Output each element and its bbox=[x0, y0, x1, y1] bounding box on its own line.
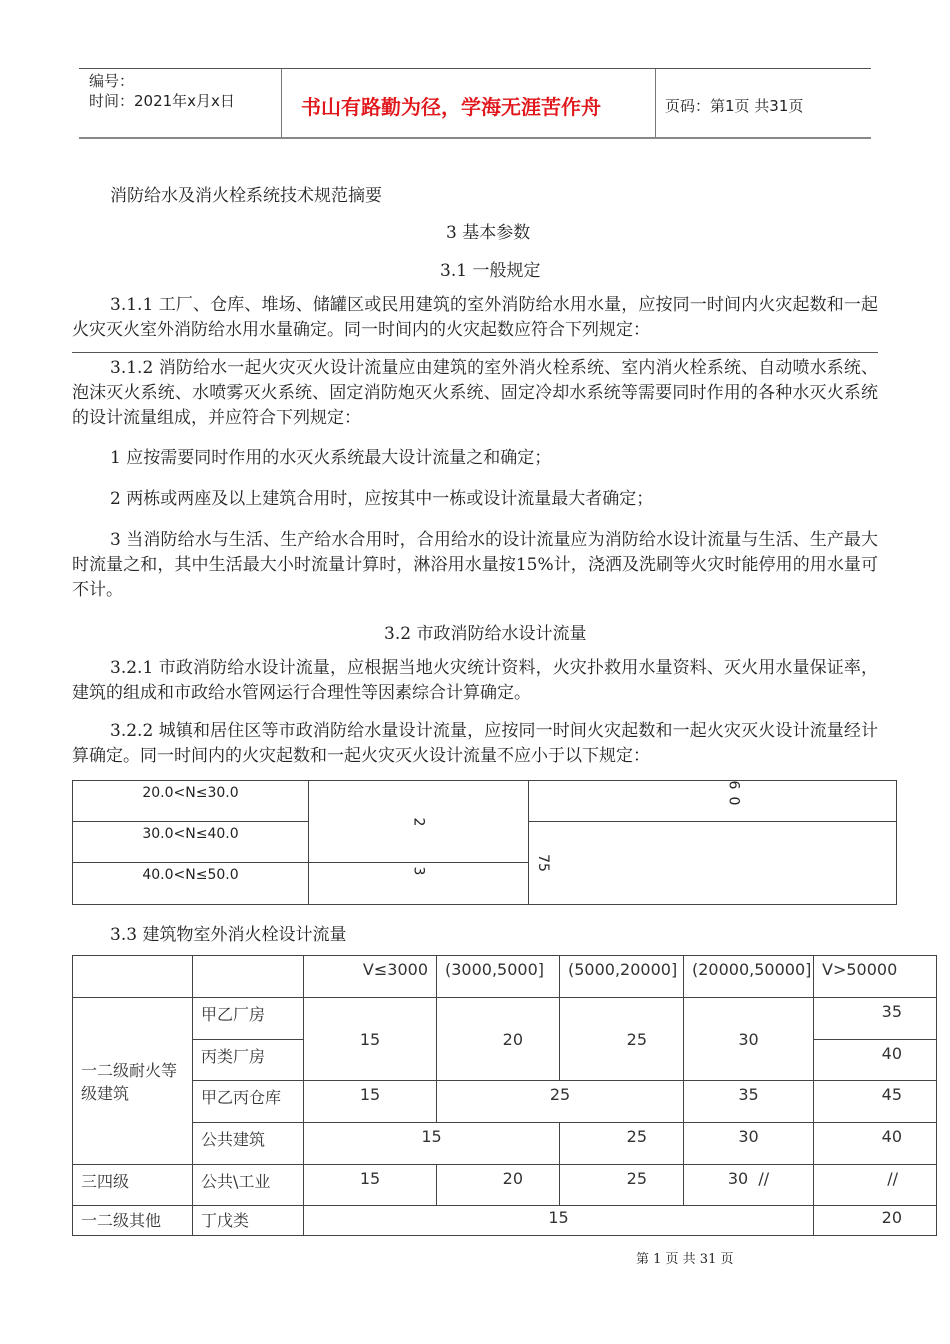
table-cell: 30 bbox=[684, 998, 814, 1081]
paragraph: 3.2.2 城镇和居住区等市政消防给水量设计流量，应按同一时间火灾起数和一起火灾灭火设计流量经计算确定。同一时间内的火灾起数和一起火灾灭火设计流量不应小于以下规定： bbox=[72, 721, 878, 766]
table-cell: 15 bbox=[304, 1123, 560, 1165]
row-group-label: 一二级其他 bbox=[73, 1206, 193, 1236]
column-header: V≤3000 bbox=[304, 956, 437, 998]
table-cell: 15 bbox=[304, 998, 437, 1081]
table-cell: 30 bbox=[684, 1123, 814, 1165]
table-cell: 15 bbox=[304, 1165, 437, 1206]
table-cell: 45 bbox=[814, 1081, 937, 1123]
page-header bbox=[79, 68, 871, 139]
fire-count-table bbox=[72, 780, 897, 905]
table-cell: 75 bbox=[534, 854, 551, 872]
paragraph: 3.1.1 工厂、仓库、堆场、储罐区或民用建筑的室外消防给水用水量，应按同一时间内火灾起数和一起火灾灭火室外消防给水用水量确定。同一时间内的火灾起数应符合下列规定： bbox=[72, 295, 878, 340]
divider bbox=[655, 69, 656, 137]
row-label: 丙类厂房 bbox=[193, 1040, 304, 1081]
divider bbox=[72, 352, 878, 353]
table-cell: 40 bbox=[814, 1040, 937, 1081]
paragraph: 3.1.2 消防给水一起火灾灭火设计流量应由建筑的室外消火栓系统、室内消火栓系统、自动喷水系统、泡沫灭火系统、水喷雾灭火系统、固定消防炮灭火系统、固定冷却水系统等需要同时作用的各种水灭火系统的设计流量组成，并应符合下列规定： bbox=[72, 358, 878, 428]
doc-title: 消防给水及消火栓系统技术规范摘要 bbox=[110, 186, 382, 206]
table-cell: 30.0<N≤40.0 bbox=[73, 822, 309, 863]
column-header: (20000,50000] bbox=[684, 956, 814, 998]
table-cell: 25 bbox=[437, 1081, 684, 1123]
table-cell: 15 bbox=[304, 1206, 814, 1236]
column-header: (3000,5000] bbox=[437, 956, 560, 998]
hydrant-flow-table bbox=[72, 955, 937, 1236]
table-cell: 25 bbox=[560, 1165, 684, 1206]
page-label: 页码：第1页 共31页 bbox=[665, 97, 804, 115]
motto: 书山有路勤为径，学海无涯苦作舟 bbox=[301, 95, 601, 119]
table-cell: 6 bbox=[725, 780, 742, 790]
header-meta bbox=[89, 71, 235, 111]
page-footer: 第 1 页 共 31 页 bbox=[636, 1252, 734, 1267]
row-label: 丁戊类 bbox=[193, 1206, 304, 1236]
row-group-label: 三四级 bbox=[73, 1165, 193, 1206]
table-cell: 15 bbox=[304, 1081, 437, 1123]
section-heading: 3.3 建筑物室外消火栓设计流量 bbox=[110, 925, 347, 945]
list-item: 1 应按需要同时作用的水灭火系统最大设计流量之和确定； bbox=[110, 448, 552, 468]
table-cell: 20 bbox=[437, 998, 560, 1081]
row-label: 公共\工业 bbox=[193, 1165, 304, 1206]
section-heading: 3.2 市政消防给水设计流量 bbox=[384, 624, 587, 644]
column-header: V>50000 bbox=[814, 956, 937, 998]
table-cell: 2 bbox=[410, 817, 427, 826]
column-header: (5000,20000] bbox=[560, 956, 684, 998]
table-cell: 0 bbox=[725, 796, 742, 806]
table-cell: 25 bbox=[560, 1123, 684, 1165]
table-cell: 25 bbox=[560, 998, 684, 1081]
table-cell: 20.0<N≤30.0 bbox=[73, 781, 309, 822]
section-heading: 3 基本参数 bbox=[446, 223, 531, 243]
table-cell: 35 bbox=[684, 1081, 814, 1123]
row-label: 甲乙厂房 bbox=[193, 998, 304, 1040]
section-heading: 3.1 一般规定 bbox=[440, 261, 541, 281]
row-label: 甲乙丙仓库 bbox=[193, 1081, 304, 1123]
table-cell: 3 bbox=[410, 866, 427, 876]
list-item: 3 当消防给水与生活、生产给水合用时，合用给水的设计流量应为消防给水设计流量与生活、生产最大时流量之和，其中生活最大小时流量计算时，淋浴用水量按15%计，浇洒及洗刷等火灾时能停用的用水量可不计。 bbox=[72, 530, 878, 600]
table-cell: 20 bbox=[437, 1165, 560, 1206]
list-item: 2 两栋或两座及以上建筑合用时，应按其中一栋或设计流量最大者确定； bbox=[110, 489, 654, 509]
row-group-label: 一二级耐火等级建筑 bbox=[73, 998, 193, 1165]
table-cell: 30 // bbox=[684, 1165, 814, 1206]
table-cell: 40.0<N≤50.0 bbox=[73, 863, 309, 905]
time-label: 时间：2021年x月x日 bbox=[89, 92, 235, 110]
paragraph: 3.2.1 市政消防给水设计流量，应根据当地火灾统计资料，火灾扑救用水量资料、灭火用水量保证率，建筑的组成和市政给水管网运行合理性等因素综合计算确定。 bbox=[72, 658, 878, 703]
table-cell: 20 bbox=[814, 1206, 937, 1236]
row-label: 公共建筑 bbox=[193, 1123, 304, 1165]
table-cell: // bbox=[814, 1165, 937, 1206]
table-cell: 40 bbox=[814, 1123, 937, 1165]
number-label: 编号： bbox=[89, 72, 135, 90]
table-cell: 35 bbox=[814, 998, 937, 1040]
divider bbox=[281, 69, 282, 137]
